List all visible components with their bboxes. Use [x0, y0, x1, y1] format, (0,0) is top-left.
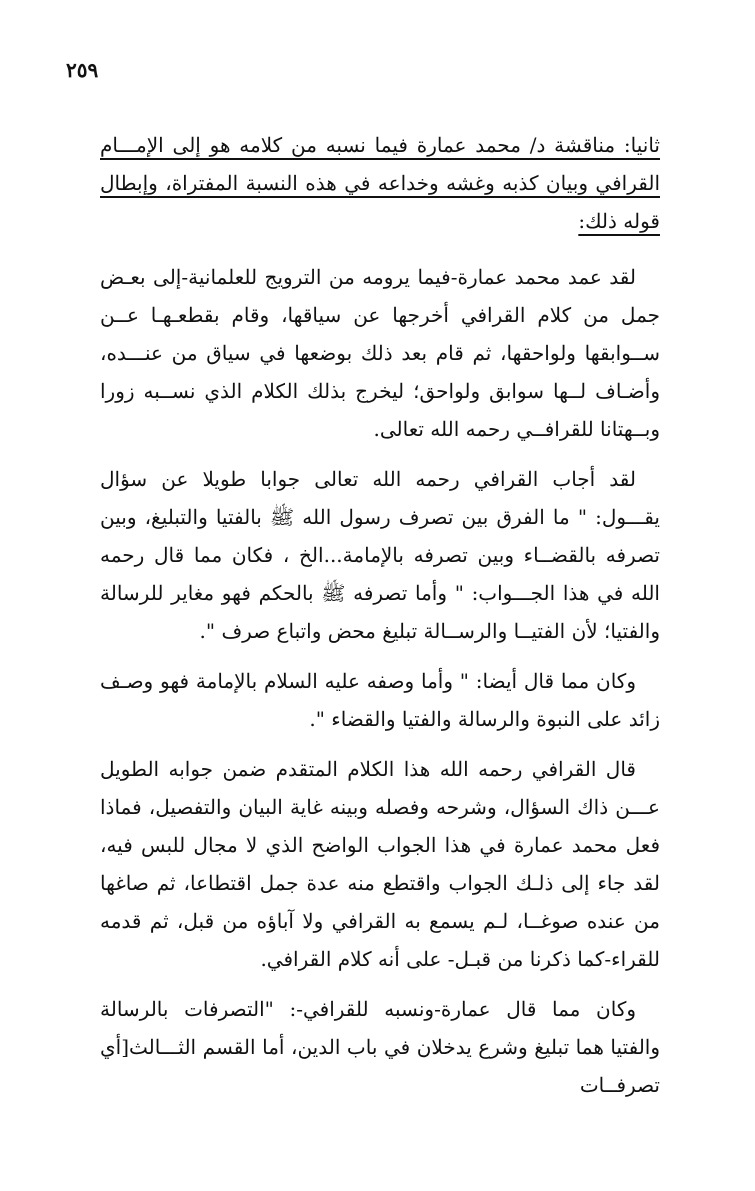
paragraph: لقد عمد محمد عمارة-فيما يرومه من الترويج للعلمانية-إلى بعـض جمل من كلام القرافي أخرجها عن سياقها، وقام بقطعـهـا عــن ســوابقها ولواحقها، ثم قام بعد ذلك بوضعها في سياق من عنـــده، وأضـاف لــها سوابق ولواحق؛ ليخرج بذلك الكلام الذي نســبه زورا وبــهتانا للقرافــي رحمه الله تعالى. [100, 265, 660, 441]
paragraph: وكان مما قال عمارة-ونسبه للقرافي-: "التصرفات بالرسالة والفتيا هما تبليغ وشرع يدخلان في باب الدين، أما القسم الثـــالث[أي تصرفــات [100, 997, 660, 1097]
paragraph: قال القرافي رحمه الله هذا الكلام المتقدم ضمن جوابه الطويل عـــن ذاك السؤال، وشرحه وفصله وبينه غاية البيان والتفصيل، فماذا فعل محمد عمارة في هذا الجواب الواضح الذي لا مجال للبس فيه، لقد جاء إلى ذلـك الجواب واقتطع منه عدة جمل اقتطاعا، ثم صاغها من عنده صوغــا، لـم يسمع به القرافي ولا آباؤه من قبل، ثم قدمه للقراء-كما ذكرنا من قبـل- على أنه كلام القرافي. [100, 757, 660, 971]
paragraph: وكان مما قال أيضا: " وأما وصفه عليه السلام بالإمامة فهو وصـف زائد على النبوة والرسالة والفتيا والقضاء ". [100, 669, 660, 731]
page-number: ٢٥٩ [66, 58, 99, 82]
document-body [100, 126, 660, 1116]
section-heading: ثانيا: مناقشة د/ محمد عمارة فيما نسبه من كلامه هو إلى الإمـــام القرافي وبيان كذبه وغشه وخداعه في هذه النسبة المفتراة، وإبطال قوله ذلك: [100, 133, 660, 233]
paragraph: لقد أجاب القرافي رحمه الله تعالى جوابا طويلا عن سؤال يقـــول: " ما الفرق بين تصرف رسول الله ﷺ بالفتيا والتبليغ، وبين تصرفه بالقضــاء وبين تصرفه بالإمامة...الخ ، فكان مما قال رحمه الله في هذا الجـــواب: " وأما تصرفه ﷺ بالحكم فهو مغاير للرسالة والفتيا؛ لأن الفتيــا والرســالة تبليغ محض واتباع صرف ". [100, 467, 660, 643]
